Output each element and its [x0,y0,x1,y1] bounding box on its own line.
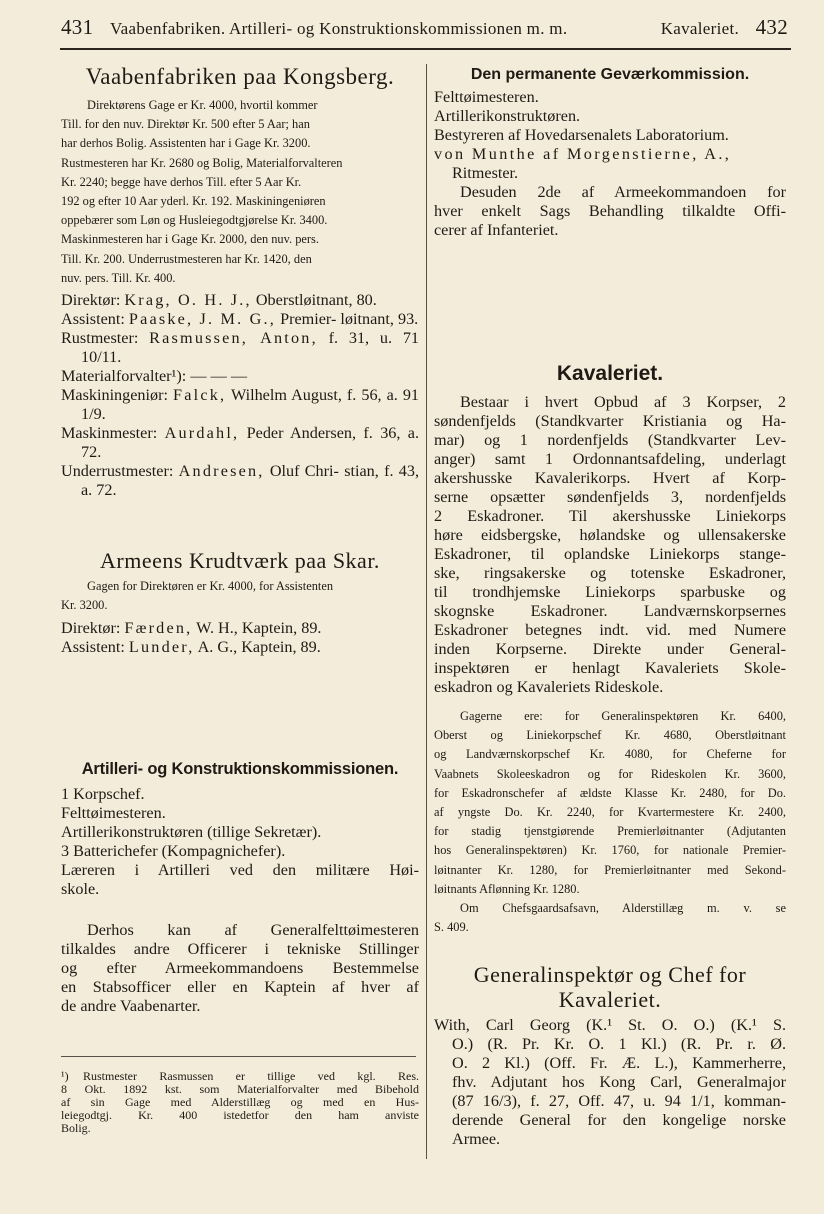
staff-entry [61,310,419,329]
body-line: O.) (R. Pr. Kr. O. 1 Kl.) (R. Pr. r. Ø. [452,1035,786,1053]
staff-name: Aurdahl, [164,424,240,442]
staff-entry [61,619,419,638]
body-line: Eskadroner betegnes indt. vid. med Numere [434,621,786,639]
staff-details: Wilhelm August, [230,386,342,404]
left-running-title: Vaabenfabriken. Artilleri- og Konstruktionskommissionen m. m. [109,19,568,38]
title-line: Kavaleriet. [558,987,662,1012]
header-rule [60,48,791,50]
staff-entry [61,291,419,310]
body-line: Armee. [452,1130,501,1148]
member-line: Læreren i Artilleri ved den militære Høi- [61,861,419,879]
body-line: With, Carl Georg (K.¹ St. O. O.) (K.¹ S. [434,1016,786,1034]
note-line: cerer af Infanteriet. [434,221,559,239]
salary-line: 192 og efter 10 Aar yderl. Kr. 192. Maskiningeniøren [61,194,326,209]
salary-line: nuv. pers. Till. Kr. 400. [61,270,176,285]
section-title-artilleri: Artilleri- og Konstruktionskommissionen. [81,760,399,778]
staff-name: Rasmussen, Anton, [149,329,318,347]
salary-line: Till. for den nuv. Direktør Kr. 500 efter 5 Aar; han [61,117,310,132]
member-line: Artillerikonstruktøren (tillige Sekretær). [61,823,322,841]
body-line: akershusske Kavalerikorps. Hvert af Korp- [434,469,786,487]
gevaer-members [434,88,786,240]
note-line: hver enkelt Sags Behandling tilkaldte Offi- [434,202,786,220]
staff-details: løitnant, 93. [340,310,419,328]
staff-title: Maskiningeniør: [61,386,169,404]
staff-title: Assistent: [61,638,125,657]
salary-line: for Eskadronschefer af ældste Klasse Kr. 2480, for Do. [434,785,786,800]
salary-line: og Landværnskorpschef Kr. 4080, for Cheferne for [434,747,786,762]
staff-details: Peder Andersen, [246,424,357,442]
salary-line: Gagen for Direktøren er Kr. 4000, for Assistenten [87,579,334,593]
section-krudtvaerk [61,548,419,657]
footnote-line: leiegodtgj. Kr. 400 istedetfor den ham anviste [61,1108,419,1122]
footnote-line: Rustmester Rasmussen er tillige ved kgl. Res. [83,1069,419,1083]
body-line: derende General for den kongelige norske [452,1111,786,1129]
staff-title: Underrustmester: [61,462,174,480]
section-title-generalinspektor [434,962,786,1012]
section-title-krudtvaerk: Armeens Krudtværk paa Skar. [100,548,380,573]
body-line: serne opsætter søndenfjelds 3, nordenfjelds [434,488,786,506]
footnote-rule [61,1056,416,1057]
salary-line: Rustmesteren har Kr. 2680 og Bolig, Materialforvalteren [61,155,343,170]
member-line: 3 Batterichefer (Kompagnichefer). [61,842,286,860]
staff-details: Oberstløitnant, [255,291,353,309]
staff-details: u. 71 10/11. [81,329,420,366]
member-line: Bestyreren af Hovedarsenalets Laboratorium. [434,126,729,144]
artilleri-members [61,785,419,899]
kavaleriet-salary [434,707,786,937]
footnote-text [61,1069,419,1135]
staff-list-krudtvaerk [61,619,419,657]
salary-line: har derhos Bolig. Assistenten har i Gage Kr. 3200. [61,136,311,151]
staff-entry [61,367,419,386]
kavaleriet-body [434,393,786,697]
staff-name: Krag, O. H. J., [124,291,252,309]
section-title-kavaleriet: Kavaleriet. [556,362,664,385]
staff-title: Direktør: [61,291,121,309]
body-line: skognske Eskadroner. Landværnskorpsernes [434,602,786,620]
column-divider [426,64,427,1159]
member-line: Artillerikonstruktøren. [434,107,581,125]
staff-title: Direktør: [61,619,121,638]
artilleri-note [61,921,419,1016]
salary-line: løitnanter Kr. 1280, for Premierløitnanter med Sekond- [434,862,786,877]
title-line: Generalinspektør og Chef for [473,962,747,987]
header-right [661,15,788,40]
body-line: 2 Eskadroner. Til akershusske Liniekorps [434,507,786,525]
section-kavaleriet [434,362,786,937]
footnote-body [61,1070,419,1135]
staff-name: Lunder, [128,638,195,657]
salary-line: Direktørens Gage er Kr. 4000, hvortil kommer [87,98,318,112]
staff-name: Paaske, J. M. G., [128,310,277,328]
body-line: eskadron og Kavaleriets Rideskole. [434,678,664,696]
salary-line: af yngste Do. Kr. 2240, for Kvartermestere Kr. 2400, [434,805,786,820]
member-line: Felttøimesteren. [434,88,539,106]
salary-line: Vaabnets Skoleeskadron og for Rideskolen Kr. 3600, [434,766,786,781]
note-line: tilkaldes andre Officerer i tekniske Stillinger [61,940,419,958]
body-line: anger) samt 1 Ordonnantsafdeling, underlagt [434,450,786,468]
staff-details: stian, f. 43, a. 72. [81,462,420,499]
note-line: Desuden 2de af Armeekommandoen for [460,183,786,201]
staff-name: Falck, [173,386,227,404]
body-line: Eskadroner, til oplandske Liniekorps stange- [434,545,786,563]
staff-details: A. G., Kaptein, 89. [197,638,321,657]
salary-line: hos Generalinspektøren) Kr. 1760, for nationale Premier- [434,843,786,858]
left-page-number: 431 [61,15,94,39]
salary-line: oppebærer som Løn og Husleiegodtgjørelse Kr. 3400. [61,213,328,228]
right-running-title: Kavaleriet. [660,19,740,38]
member-name: von Munthe af Morgenstierne, A., [434,145,732,163]
salary-line: for stadig tjenstgiørende Premierløitnanter (Adjutanten [434,824,786,839]
staff-title: Assistent: [61,310,125,328]
staff-name: Andresen, [178,462,265,480]
staff-details: Oluf Chri- [269,462,339,480]
staff-title: Materialforvalter¹): [61,367,187,385]
staff-details: W. H., Kaptein, 89. [196,619,322,638]
salary-line: Gagerne ere: for Generalinspektøren Kr. 6400, [460,709,786,723]
staff-title: Rustmester: [61,329,139,347]
body-line: til trondhjemske Liniekorps sparbuske og [434,583,786,601]
footnote [61,1070,419,1135]
staff-entry [61,424,419,462]
salary-line: Till. Kr. 200. Underrustmesteren har Kr. 1420, den [61,251,312,266]
body-line: inspektøren er henlagt Kavaleriets Skole- [434,659,786,677]
staff-name: Færden, [124,619,193,638]
krudtvaerk-salary [61,577,419,615]
footnote-line: Bolig. [61,1121,91,1135]
body-line: Bestaar i hvert Opbud af 3 Korpser, 2 [460,393,786,411]
salary-line: Kr. 2240; begge have derhos Till. efter 5 Aar Kr. [61,174,302,189]
staff-name: — — — [190,367,247,385]
staff-entry [61,329,419,367]
member-line: 1 Korpschef. [61,785,145,803]
body-line: ske, ringsakerske og totenske Eskadroner, [434,564,786,582]
section-vaabenfabriken [61,64,419,288]
member-line: Felttøimesteren. [61,804,166,822]
salary-line: løitnants Aflønning Kr. 1280. [434,881,580,896]
right-page-number: 432 [755,15,788,39]
salary-line: Kr. 3200. [61,598,108,613]
note-line: og efter Armeekommandoens Bestemmelse [61,959,419,977]
note-line: en Stabsofficer eller en Kaptein af hver af [61,978,419,996]
staff-entry [61,638,419,657]
body-line: (87 16/3), f. 27, Off. 47, u. 94 1/1, komman- [452,1092,786,1110]
member-line: skole. [61,880,100,898]
section-gevaerkommission [434,66,786,240]
section-generalinspektor [434,962,786,1149]
section-artilleri-kommission [61,760,419,1016]
staff-entry [61,462,419,500]
salary-line: Maskinmesteren har i Gage Kr. 2000, den nuv. pers. [61,232,319,247]
section-title-gevaerkommission: Den permanente Geværkommission. [470,66,750,83]
generalinspektor-body [434,1016,786,1149]
note-line: Derhos kan af Generalfelttøimesteren [87,921,419,939]
salary-paragraph [61,96,419,288]
section-title-vaabenfabriken: Vaabenfabriken paa Kongsberg. [85,64,395,89]
note-line: de andre Vaabenarter. [61,997,201,1015]
body-line: høre eidsbergske, hølandske og ullensakerske [434,526,786,544]
member-rank: Ritmester. [452,164,519,182]
staff-details: 80. [356,291,377,309]
footnote-mark: ¹) [61,1069,69,1083]
body-line: inden Korpserne. Direkte under General- [434,640,786,658]
body-line: søndenfjelds (Standkvarter Kristiania og Ha- [434,412,786,430]
footnote-line: 8 Okt. 1892 kst. som Materialforvalter med Bibehold [61,1082,419,1096]
body-line: fhv. Adjutant hos Kong Carl, Generalmajor [452,1073,786,1091]
staff-entry [61,386,419,424]
staff-details: f. 56, a. 91 1/9. [81,386,420,423]
body-line: O. 2 Kl.) (Off. Fr. Æ. L.), Kammerherre, [452,1054,786,1072]
salary-line: S. 409. [434,920,469,935]
staff-list-vaabenfabriken [61,291,419,500]
staff-details: Premier- [280,310,337,328]
footnote-line: af sin Gage med Alderstillæg og med en Hus- [61,1095,419,1109]
staff-details: f. 31, [328,329,370,347]
salary-line: Om Chefsgaardsafsavn, Alderstillæg m. v. se [460,901,786,916]
header-left [61,15,567,40]
body-line: mar) og 1 nordenfjelds (Standkvarter Lev- [434,431,786,449]
staff-title: Maskinmester: [61,424,158,442]
staff-details: f. 36, a. 72. [81,424,420,461]
salary-line: Oberst og Liniekorpschef Kr. 4680, Oberstløitnant [434,728,786,743]
